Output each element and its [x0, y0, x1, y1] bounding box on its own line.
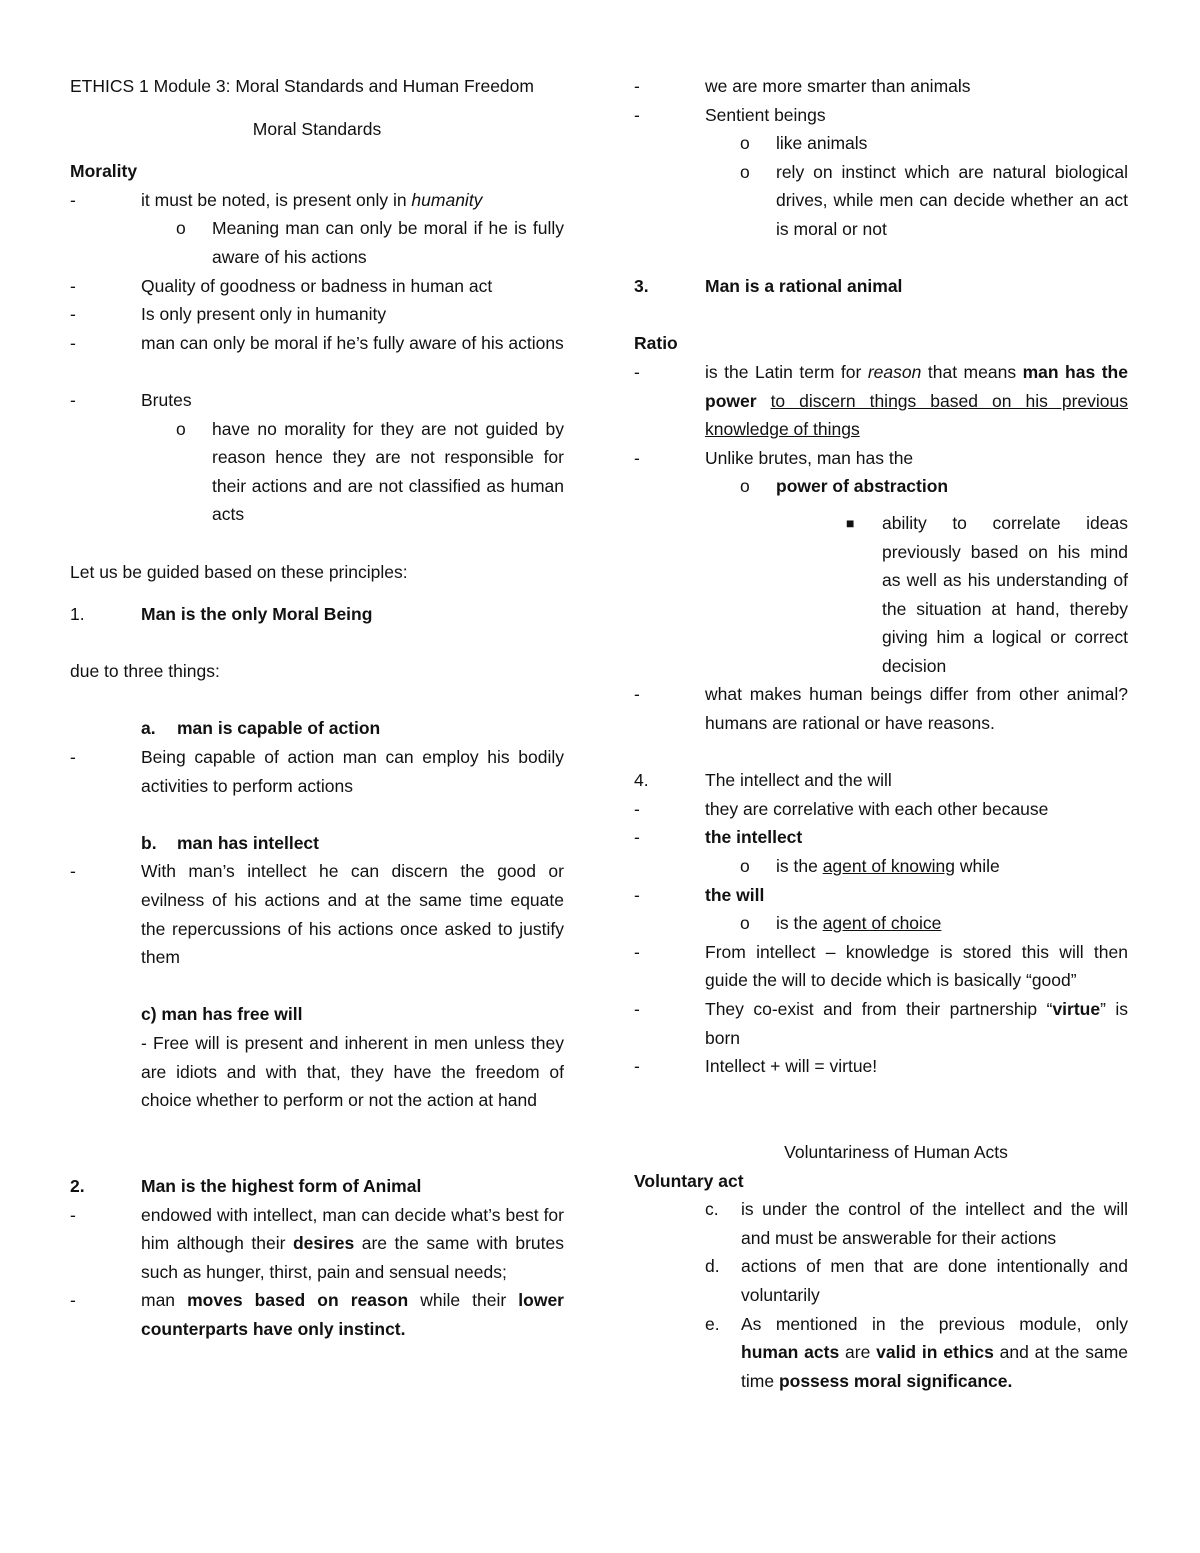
list-item: d. actions of men that are done intentionally and voluntarily [705, 1256, 1128, 1305]
sub-list-item: o Meaning man can only be moral if he is fully aware of his actions [70, 214, 564, 271]
dash-bullet: - [70, 275, 76, 296]
section-heading-voluntariness: Voluntariness of Human Acts [784, 1141, 1008, 1162]
circle-bullet: o [740, 133, 750, 154]
list-item: - They co-exist and from their partnership “virtue” is born [634, 995, 1128, 1052]
list-item: - With man’s intellect he can discern the good or evilness of his actions and at the same time equate the repercussions of his actions once asked to justify them [70, 857, 564, 971]
list-item: - Quality of goodness or badness in human act [70, 272, 564, 301]
list-item: - Is only present only in humanity [70, 300, 564, 329]
list-item: - Intellect + will = virtue! [634, 1052, 1128, 1081]
list-item: - From intellect – knowledge is stored this will then guide the will to decide which is basically “good” [634, 938, 1128, 995]
dash-bullet: - [634, 827, 640, 848]
dash-bullet: - [70, 1204, 76, 1225]
circle-bullet: o [740, 856, 750, 877]
dash-bullet: - [70, 332, 76, 353]
list-item: - the will [634, 881, 1128, 910]
circle-bullet: o [740, 913, 750, 934]
subheading-b: b. man has intellect [141, 832, 319, 853]
morality-label: Morality [70, 161, 138, 182]
list-item: - the intellect [634, 823, 1128, 852]
sub-list-item: o like animals [634, 129, 1128, 158]
sub-list-item: o power of abstraction [634, 472, 1128, 501]
list-item: - Brutes [70, 386, 564, 415]
dash-bullet: - [634, 941, 640, 962]
principle-2-heading: 2. Man is the highest form of Animal [70, 1175, 422, 1196]
dash-bullet: - [634, 798, 640, 819]
principles-intro: Let us be guided based on these principles: [70, 561, 408, 582]
dash-bullet: - [634, 361, 640, 382]
subheading-c: c) man has free will [141, 1004, 303, 1025]
dash-bullet: - [634, 684, 640, 705]
section-heading-moral-standards: Moral Standards [252, 118, 382, 139]
dash-bullet: - [634, 104, 640, 125]
list-item: - Being capable of action man can employ his bodily activities to perform actions [70, 743, 564, 800]
square-bullet: ■ [846, 514, 855, 531]
dash-bullet: - [70, 1290, 76, 1311]
list-item: - man moves based on reason while their lower counterparts have only instinct. [70, 1286, 564, 1343]
list-item: - what makes human beings differ from other animal? humans are rational or have reasons. [634, 680, 1128, 737]
list-item: c. is under the control of the intellect and the will and must be answerable for their actions [705, 1199, 1128, 1248]
sub-list-item: o rely on instinct which are natural biological drives, while men can decide whether an act is moral or not [634, 158, 1128, 244]
circle-bullet: o [740, 476, 750, 497]
sub-list-item: o is the agent of choice [634, 909, 1128, 938]
dash-bullet: - [70, 189, 76, 210]
three-things-text: due to three things: [70, 661, 220, 682]
circle-bullet: o [740, 161, 750, 182]
square-bullet-block: ■ ability to correlate ideas previously based on his mind as well as his understanding of the situation at hand, thereby giving him a logical or correct decision [634, 509, 1128, 681]
document-title: ETHICS 1 Module 3: Moral Standards and Human Freedom [70, 76, 534, 96]
principle-3-heading: 3. Man is a rational animal [634, 276, 903, 297]
list-item: - they are correlative with each other because [634, 795, 1128, 824]
list-item: - Sentient beings [634, 101, 1128, 130]
list-item: - man can only be moral if he’s fully aware of his actions [70, 329, 564, 358]
list-item: - Unlike brutes, man has the [634, 444, 1128, 473]
list-item: - endowed with intellect, man can decide what’s best for him although their desires are the same with brutes such as hunger, thirst, pain and sensual needs; [70, 1201, 564, 1287]
principle-1-heading: 1. Man is the only Moral Being [70, 604, 373, 625]
list-item: - is the Latin term for reason that means man has the power to discern things based on his previous knowledge of things [634, 358, 1128, 444]
voluntary-act-label: Voluntary act [634, 1170, 744, 1191]
dash-bullet: - [70, 389, 76, 410]
dash-bullet: - [634, 884, 640, 905]
dash-bullet: - [70, 304, 76, 325]
dash-bullet: - [634, 1056, 640, 1077]
list-item: e. As mentioned in the previous module, only human acts are valid in ethics and at the same time possess moral significance. [705, 1313, 1129, 1391]
dash-bullet: - [634, 76, 640, 96]
ratio-label: Ratio [634, 333, 678, 354]
subheading-a: a. man is capable of action [141, 718, 381, 739]
dash-bullet: - [70, 861, 76, 882]
list-item: - it must be noted, is present only in humanity [70, 186, 564, 215]
left-column [70, 72, 564, 1344]
sub-list-item: o have no morality for they are not guided by reason hence they are not responsible for their actions and are not classified as human acts [70, 415, 564, 529]
dash-bullet: - [634, 447, 640, 468]
sub-list-item: o is the agent of knowing while [634, 852, 1128, 881]
circle-bullet: o [176, 218, 186, 239]
right-column [634, 72, 1128, 1395]
dash-bullet: - [634, 999, 640, 1019]
dash-bullet: - [70, 747, 76, 768]
list-item: - we are more smarter than animals [634, 72, 1128, 101]
circle-bullet: o [176, 418, 186, 439]
principle-4-heading: 4. The intellect and the will [634, 770, 892, 791]
free-will-text: - Free will is present and inherent in men unless they are idiots and with that, they have the freedom of choice whether to perform or not the action at hand [141, 1033, 564, 1111]
